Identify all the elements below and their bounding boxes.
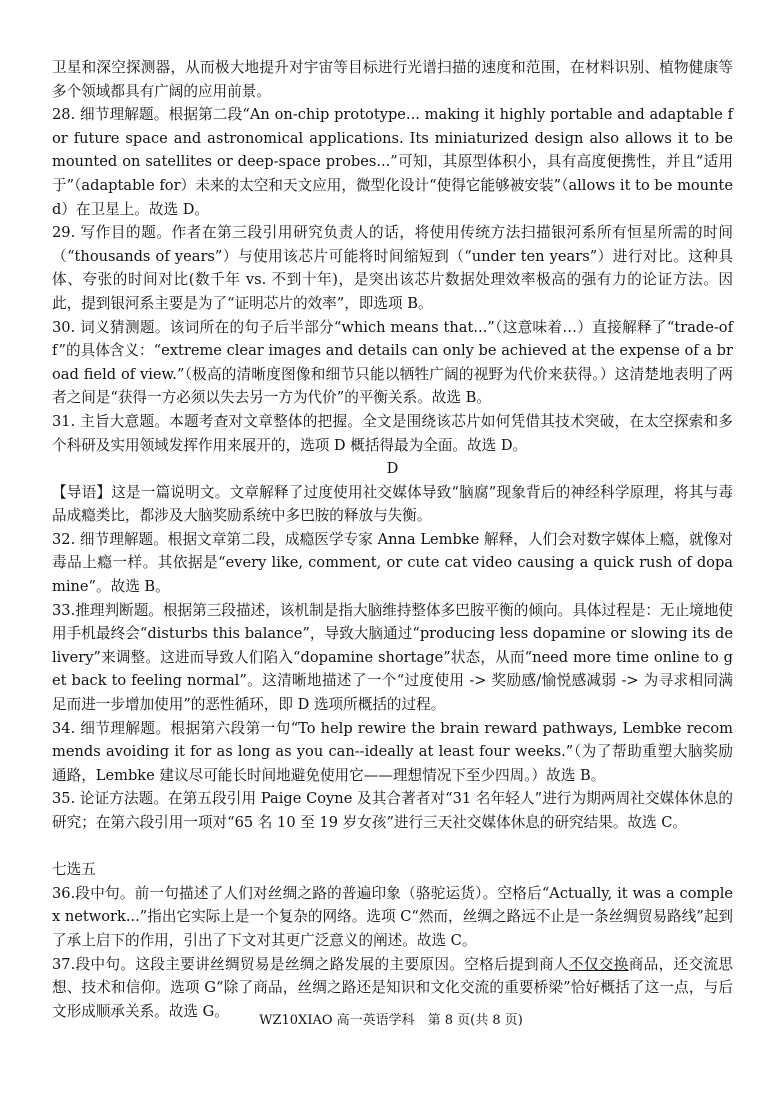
answer-29: 29. 写作目的题。作者在第三段引用研究负责人的话，将使用传统方法扫描银河系所有恒星所需的时间（“thousands of years”）与使用该芯片可能将时间缩短到（“under ten years”）进行对比。这种具体、夸张的时间对比(数千年 vs. 不到十年)，是突出该芯片数据处理效率极高的强有力的论证方法。因此，提到银河系主要是为了“证明芯片的效率”，即选项 B。 [52,224,733,312]
answer-36: 36.段中句。前一句描述了人们对丝绸之路的普遍印象（骆驼运货）。空格后“Actually, it was a complex network...”指出它实际上是一个复杂的网络。选项 C“然而，丝绸之路远不止是一条丝绸贸易路线”起到了承上启下的作用，引出了下文对其更广泛意义的阐述。故选 C。 [52,884,733,949]
answer-28: 28. 细节理解题。根据第二段“An on-chip prototype... making it highly portable and adaptable for future space and astronomical applications. Its miniaturized design also allows it to be mounted on satellites or deep-space probes...”可知，其原型体积小，具有高度便携性，并且“适用于”（adaptable for）未来的太空和天文应用，微型化设计“使得它能够被安装”（allows it to be mounted）在卫星上。故选 D。 [52,106,733,218]
answer-31: 31. 主旨大意题。本题考查对文章整体的把握。全文是围绕该芯片如何凭借其技术突破，在太空探索和多个科研及实用领域发挥作用来展开的，选项 D 概括得最为全面。故选 D。 [52,412,733,454]
answer-32: 32. 细节理解题。根据文章第二段，成瘾医学专家 Anna Lembke 解释，人们会对数字媒体上瘾，就像对毒品上瘾一样。其依据是“every like, comment, or cute cat video causing a quick rush of dopamine”。故选 B。 [52,530,733,596]
answer-37-part-b: 商品，还交流思想、技术和信仰。选项 G“除了商品，丝绸之路还是知识和文化交流的重要桥梁”恰好概括了这一点，与后文形成顺承关系。故选 G。 [52,955,733,1020]
answer-37-part-a: 37.段中句。这段主要讲丝绸贸易是丝绸之路发展的主要原因。空格后提到商人 [52,955,569,973]
answer-35: 35. 论证方法题。在第五段引用 Paige Coyne 及其合著者对“31 名年轻人”进行为期两周社交媒体休息的研究；在第六段引用一项对“65 名 10 至 19 岁女孩”进行三天社交媒体休息的研究结果。故选 C。 [52,790,733,831]
guide-paragraph: 【导语】这是一篇说明文。文章解释了过度使用社交媒体导致“脑腐”现象背后的神经科学原理，将其与毒品成瘾类比，都涉及大脑奖励系统中多巴胺的释放与失衡。 [52,483,733,525]
section-heading-d: D [386,460,399,478]
page-footer: WZ10XIAO 高一英语学科 第 8 页(共 8 页) [259,1013,523,1028]
intro-paragraph: 卫星和深空探测器，从而极大地提升对宇宙等目标进行光谱扫描的速度和范围，在材料识别、植物健康等多个领域都具有广阔的应用前景。 [52,59,733,100]
answer-34: 34. 细节理解题。根据第六段第一句“To help rewire the brain reward pathways, Lembke recommends avoiding it for as long as you can--ideally at least four weeks.”（为了帮助重塑大脑奖励通路，Lembke 建议尽可能长时间地避免使用它——理想情况下至少四周。）故选 B。 [52,719,733,784]
answer-33: 33.推理判断题。根据第三段描述，该机制是指大脑维持整体多巴胺平衡的倾向。具体过程是：无止境地使用手机最终会“disturbs this balance”，导致大脑通过“producing less dopamine or slowing its delivery”来调整。这进而导致人们陷入“dopamine shortage”状态，从而“need more time online to get back to feeling normal”。这清晰地描述了一个“过度使用 -> 奖励感/愉悦感减弱 -> 为寻求相同满足而进一步增加使用”的恶性循环，即 D 选项所概括的过程。 [52,601,733,714]
answer-30: 30. 词义猜测题。该词所在的句子后半部分“which means that...”（这意味着…）直接解释了“trade-off”的具体含义：“extreme clear images and details can only be achieved at the expense of a broad field of view.”（极高的清晰度图像和细节只能以牺牲广阔的视野为代价来获得。）这清楚地表明了两者之间是“获得一方必须以失去另一方为代价”的平衡关系。故选 B。 [52,318,733,407]
document-body [52,56,733,1023]
section-heading-seven-choose-five: 七选五 [52,861,96,879]
answer-37-underlined: 不仅交换 [568,955,629,973]
